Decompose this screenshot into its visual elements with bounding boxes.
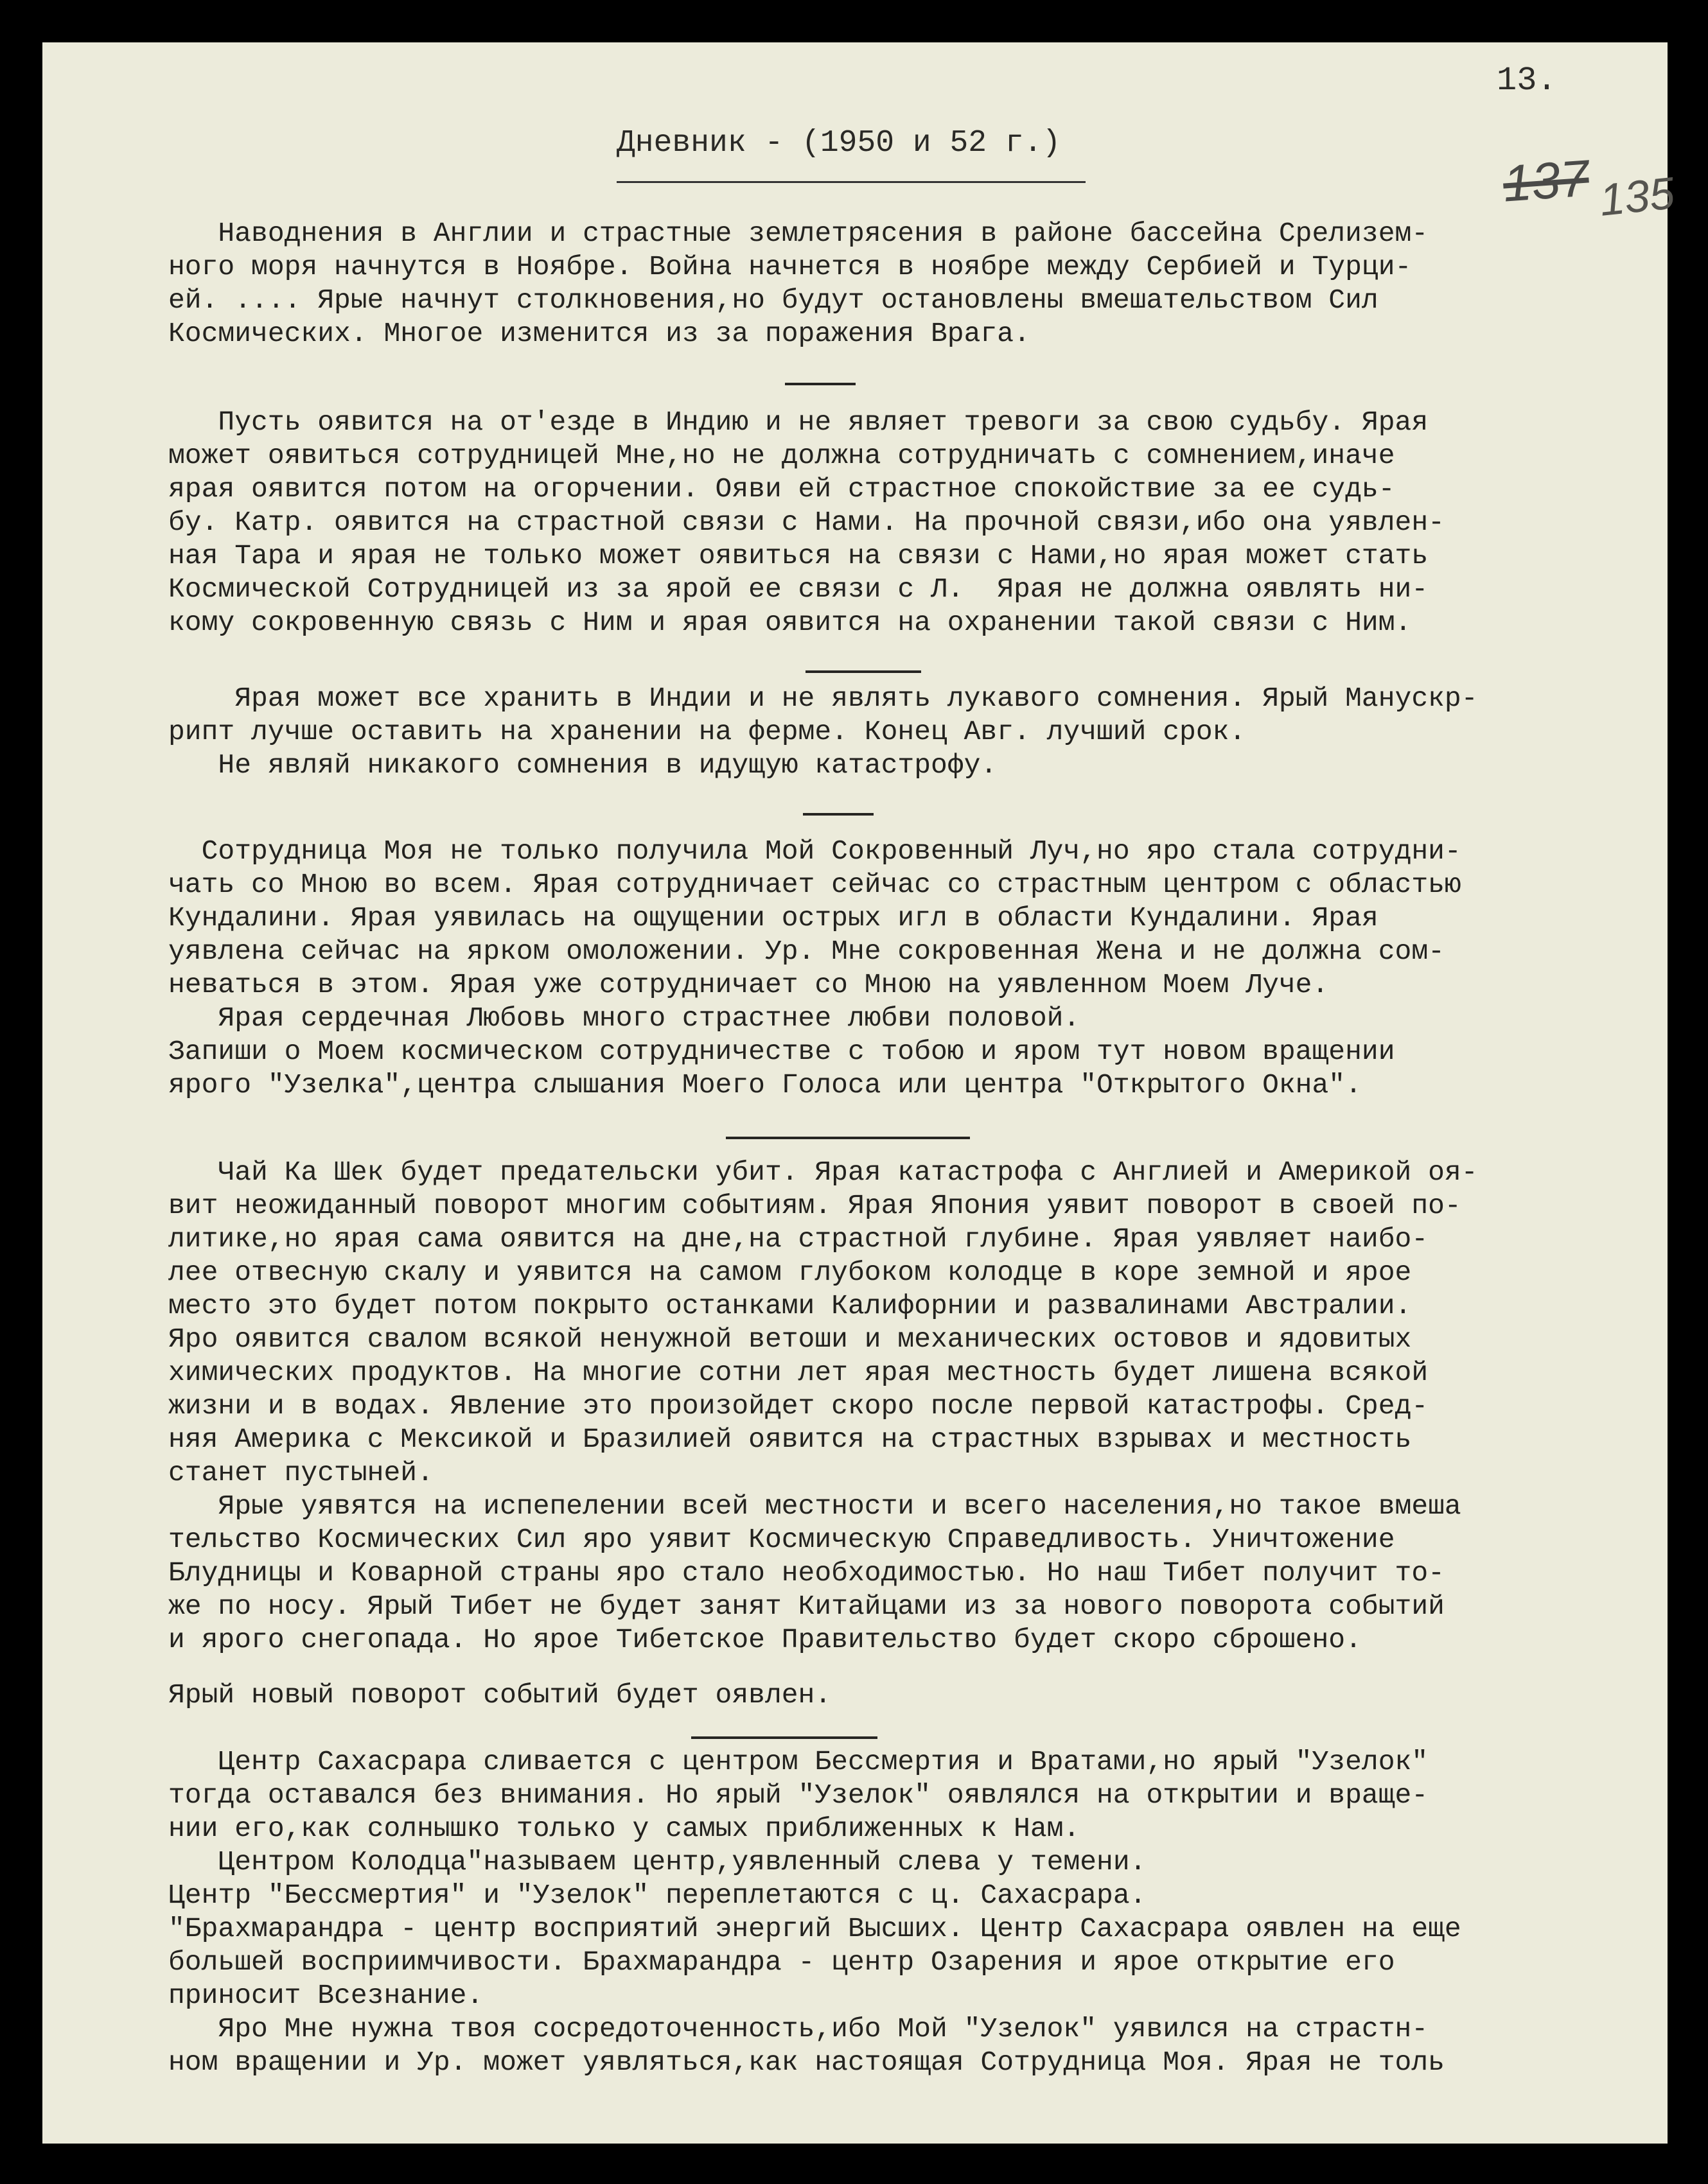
paragraph-4 [168, 835, 1461, 1102]
text-line: Центром Колодца"называем центр,уявленный слева у темени. [168, 1846, 1147, 1878]
text-line: жизни и в водах. Явление это произойдет скоро после первой катастрофы. Сред- [168, 1390, 1429, 1422]
text-line: Яро оявится свалом всякой ненужной ветоши и механических остовов и ядовитых [168, 1324, 1412, 1355]
text-line: неваться в этом. Ярая уже сотрудничает со Мною на уявленном Моем Луче. [168, 969, 1329, 1000]
text-line: Запиши о Моем космическом сотрудничестве с тобою и яром тут новом вращении [168, 1036, 1395, 1067]
archive-number-crossed: 137 [1501, 149, 1591, 213]
paragraph-5 [168, 1156, 1478, 1657]
text-line: Ярая сердечная Любовь много страстнее любви половой. [168, 1002, 1080, 1034]
text-line: ного моря начнутся в Ноябре. Война начнется в ноябре между Сербией и Турци- [168, 251, 1412, 283]
text-line: Ярые уявятся на испепелении всей местности и всего населения,но такое вмеша [168, 1490, 1461, 1522]
text-line: чать со Мною во всем. Ярая сотрудничает сейчас со страстным центром с областью [168, 869, 1461, 900]
text-line: же по носу. Ярый Тибет не будет занят Китайцами из за нового поворота событий [168, 1591, 1445, 1622]
text-line: нии его,как солнышко только у самых приближенных к Нам. [168, 1813, 1080, 1844]
paragraph-7 [168, 1745, 1461, 2079]
text-line: и ярого снегопада. Но ярое Тибетское Правительство будет скоро сброшено. [168, 1624, 1362, 1655]
text-line: ная Тара и ярая не только может оявиться на связи с Нами,но ярая может стать [168, 540, 1429, 572]
paragraph-2 [168, 406, 1445, 640]
section-divider [803, 813, 874, 816]
archive-number: 135 [1597, 168, 1677, 225]
text-line: Не являй никакого сомнения в идущую катастрофу. [168, 749, 998, 781]
paragraph-3 [168, 682, 1478, 782]
text-line: ярая оявится потом на огорчении. Ояви ей страстное спокойствие за ее судь- [168, 473, 1395, 505]
section-divider [726, 1137, 970, 1139]
text-line: большей восприимчивости. Брахмарандра - центр Озарения и ярое открытие его [168, 1946, 1395, 1978]
text-line: тельство Космических Сил яро уявит Космическую Справедливость. Уничтожение [168, 1524, 1395, 1555]
text-line: Центр "Бессмертия" и "Узелок" переплетаются с ц. Сахасрара. [168, 1880, 1147, 1911]
title-underline [617, 181, 1086, 183]
text-line: ярого "Узелка",центра слышания Моего Голоса или центра "Открытого Окна". [168, 1069, 1362, 1101]
text-line: Пусть оявится на от'езде в Индию и не являет тревоги за свою судьбу. Ярая [168, 406, 1429, 438]
text-line: рипт лучше оставить на хранении на ферме. Конец Авг. лучший срок. [168, 716, 1246, 747]
paragraph-1 [168, 217, 1428, 351]
text-line: ей. .... Ярые начнут столкновения,но будут остановлены вмешательством Сил [168, 284, 1378, 316]
text-line: приносит Всезнание. [168, 1980, 484, 2011]
section-divider [691, 1736, 877, 1739]
text-line: вит неожиданный поворот многим событиям. Ярая Япония уявит поворот в своей по- [168, 1190, 1461, 1221]
text-line: место это будет потом покрыто останками Калифорнии и развалинами Австралии. [168, 1290, 1412, 1322]
text-line: химических продуктов. На многие сотни лет ярая местность будет лишена всякой [168, 1357, 1429, 1388]
text-line: бу. Катр. оявится на страстной связи с Нами. На прочной связи,ибо она уявлен- [168, 507, 1445, 538]
text-line: Яро Мне нужна твоя сосредоточенность,ибо Мой "Узелок" уявился на страстн- [168, 2013, 1429, 2045]
text-line: кому сокровенную связь с Ним и ярая оявится на охранении такой связи с Ним. [168, 607, 1412, 638]
section-divider [806, 670, 921, 673]
text-line: Ярый новый поворот событий будет оявлен. [168, 1679, 832, 1711]
text-line: Ярая может все хранить в Индии и не являть лукавого сомнения. Ярый Манускр- [168, 683, 1478, 714]
text-line: Наводнения в Англии и страстные землетрясения в районе бассейна Срелизем- [168, 218, 1429, 249]
text-line: Сотрудница Моя не только получила Мой Сокровенный Луч,но яро стала сотрудни- [168, 835, 1461, 867]
text-line: Центр Сахасрара сливается с центром Бессмертия и Вратами,но ярый "Узелок" [168, 1746, 1429, 1778]
text-line: Космических. Многое изменится из за поражения Врага. [168, 318, 1030, 349]
page-number: 13. [1497, 62, 1557, 100]
text-line: Космической Сотрудницей из за ярой ее связи с Л. Ярая не должна оявлять ни- [168, 573, 1429, 605]
text-line: литике,но ярая сама оявится на дне,на страстной глубине. Ярая уявляет наибо- [168, 1223, 1429, 1255]
diary-title: Дневник - (1950 и 52 г.) [617, 126, 1061, 161]
text-line: Чай Ка Шек будет предательски убит. Ярая катастрофа с Англией и Америкой оя- [168, 1157, 1478, 1188]
text-line: Кундалини. Ярая уявилась на ощущении острых игл в области Кундалини. Ярая [168, 902, 1378, 934]
text-line: Блудницы и Коварной страны яро стало необходимостью. Но наш Тибет получит то- [168, 1557, 1445, 1589]
section-divider [785, 383, 856, 385]
paragraph-6 [168, 1679, 831, 1712]
text-line: станет пустыней. [168, 1457, 434, 1489]
text-line: тогда оставался без внимания. Но ярый "Узелок" оявлялся на открытии и враще- [168, 1779, 1429, 1811]
text-line: няя Америка с Мексикой и Бразилией оявится на страстных взрывах и местность [168, 1424, 1412, 1455]
text-line: лее отвесную скалу и уявится на самом глубоком колодце в коре земной и ярое [168, 1257, 1412, 1288]
text-line: уявлена сейчас на ярком омоложении. Ур. Мне сокровенная Жена и не должна сом- [168, 936, 1445, 967]
text-line: ном вращении и Ур. может уявляться,как настоящая Сотрудница Моя. Ярая не толь [168, 2047, 1445, 2078]
text-line: может оявиться сотрудницей Мне,но не должна сотрудничать с сомнением,иначе [168, 440, 1395, 471]
text-line: "Брахмарандра - центр восприятий энергий Высших. Центр Сахасрара оявлен на еще [168, 1913, 1461, 1944]
